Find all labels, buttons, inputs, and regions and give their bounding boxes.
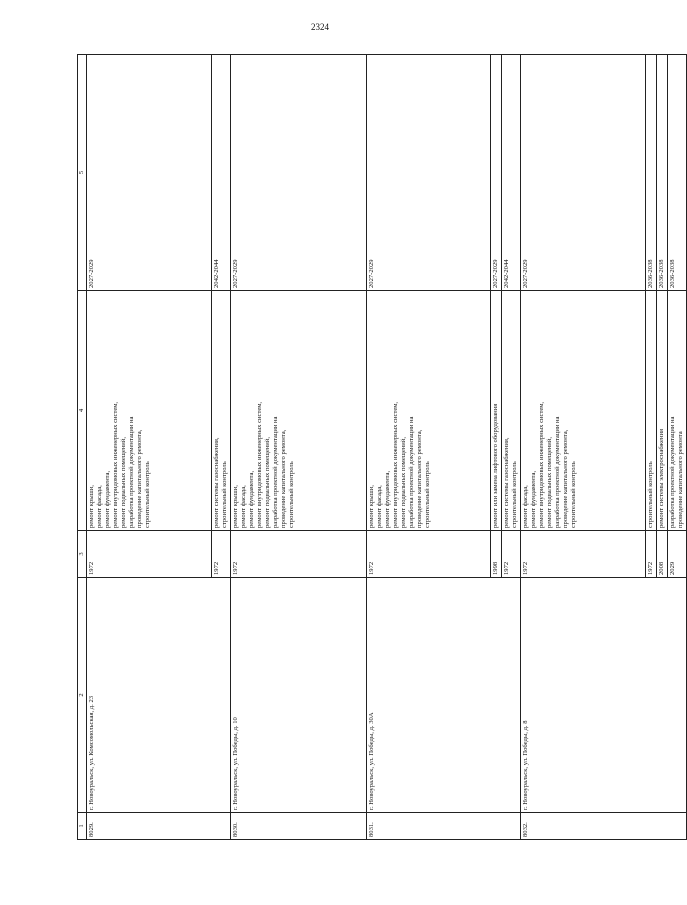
commissioning-year: 1972 <box>367 531 491 578</box>
work-item: строительный контроль <box>647 461 654 528</box>
page-number: 2324 <box>311 22 329 32</box>
header-col-3: 3 <box>78 531 87 578</box>
record-address: г. Новоуральск, ул. Победы, д. 8 <box>521 578 687 813</box>
work-item: ремонт подвальных помещений, <box>264 437 271 528</box>
work-item: ремонт системы газоснабжения, <box>503 437 510 528</box>
work-item: ремонт крыши, <box>88 485 95 528</box>
work-item: ремонт внутридомовых инженерных систем, <box>256 401 263 528</box>
work-item: проведение капитального ремонта, <box>416 429 423 528</box>
table-body <box>78 55 687 840</box>
commissioning-year: 1972 <box>87 531 212 578</box>
work-item: ремонт крыши, <box>368 485 375 528</box>
commissioning-year: 2029 <box>668 531 687 578</box>
work-item: ремонт или замена лифтового оборудования <box>492 403 499 528</box>
repair-period: 2027-2029 <box>521 55 646 291</box>
record-number: 8030. <box>231 813 367 840</box>
table-row <box>367 55 491 840</box>
capital-repair-table <box>77 54 687 840</box>
work-item: строительный контроль <box>511 461 518 528</box>
works-list <box>212 291 231 531</box>
work-item: ремонт системы электроснабжения <box>658 428 665 528</box>
work-item: ремонт внутридомовых инженерных систем, <box>538 401 545 528</box>
table-header-row <box>78 55 87 840</box>
repair-period: 2042-2044 <box>502 55 521 291</box>
record-number: 8031. <box>367 813 521 840</box>
works-list <box>668 291 687 531</box>
work-item: ремонт внутридомовых инженерных систем, <box>112 401 119 528</box>
work-item: разработка проектной документации на <box>272 416 279 528</box>
work-item: строительный контроль <box>424 461 431 528</box>
work-item: ремонт подвальных помещений, <box>546 437 553 528</box>
work-item: ремонт системы газоснабжения, <box>213 437 220 528</box>
commissioning-year: 2008 <box>657 531 668 578</box>
work-item: разработка проектной документации на <box>669 416 676 528</box>
table-row <box>231 55 367 840</box>
work-item: ремонт подвальных помещений, <box>400 437 407 528</box>
record-address: г. Новоуральск, ул. Победы, д. 30А <box>367 578 521 813</box>
repair-period: 2036-2038 <box>657 55 668 291</box>
record-number: 8032. <box>521 813 687 840</box>
commissioning-year: 1972 <box>231 531 367 578</box>
table-row <box>87 55 212 840</box>
commissioning-year: 1998 <box>491 531 502 578</box>
works-list <box>502 291 521 531</box>
record-address: г. Новоуральск, ул. Победы, д. 10 <box>231 578 367 813</box>
repair-period: 2036-2038 <box>646 55 657 291</box>
work-item: ремонт крыши, <box>232 485 239 528</box>
work-item: строительный контроль <box>570 461 577 528</box>
works-list <box>521 291 646 531</box>
table-wrapper <box>77 80 684 840</box>
work-item: ремонт фасада, <box>376 485 383 528</box>
header-col-2: 2 <box>78 578 87 813</box>
work-item: строительный контроль <box>288 461 295 528</box>
header-col-4: 4 <box>78 291 87 531</box>
work-item: проведение капитального ремонта <box>677 431 684 528</box>
commissioning-year: 1972 <box>212 531 231 578</box>
work-item: ремонт фундамента, <box>104 470 111 528</box>
repair-period: 2027-2029 <box>491 55 502 291</box>
commissioning-year: 1972 <box>521 531 646 578</box>
work-item: ремонт фасада, <box>240 485 247 528</box>
record-number: 8029. <box>87 813 231 840</box>
record-address: г. Новоуральск, ул. Комсомольская, д. 23 <box>87 578 231 813</box>
work-item: ремонт фасада, <box>522 485 529 528</box>
works-list <box>367 291 491 531</box>
rotated-sheet <box>77 80 684 837</box>
repair-period: 2042-2044 <box>212 55 231 291</box>
work-item: проведение капитального ремонта, <box>280 429 287 528</box>
work-item: разработка проектной документации на <box>128 416 135 528</box>
work-item: ремонт фундамента, <box>530 470 537 528</box>
header-col-5: 5 <box>78 55 87 291</box>
works-list <box>87 291 212 531</box>
work-item: разработка проектной документации на <box>554 416 561 528</box>
repair-period: 2027-2029 <box>87 55 212 291</box>
repair-period: 2027-2029 <box>367 55 491 291</box>
works-list <box>491 291 502 531</box>
work-item: проведение капитального ремонта, <box>562 429 569 528</box>
commissioning-year: 1972 <box>646 531 657 578</box>
works-list <box>646 291 657 531</box>
table-row <box>521 55 646 840</box>
work-item: ремонт фасада, <box>96 485 103 528</box>
repair-period: 2036-2038 <box>668 55 687 291</box>
header-col-1: 1 <box>78 813 87 840</box>
work-item: ремонт фундамента, <box>248 470 255 528</box>
work-item: ремонт фундамента, <box>384 470 391 528</box>
work-item: разработка проектной документации на <box>408 416 415 528</box>
work-item: строительный контроль <box>144 461 151 528</box>
works-list <box>231 291 367 531</box>
work-item: ремонт подвальных помещений, <box>120 437 127 528</box>
work-item: ремонт внутридомовых инженерных систем, <box>392 401 399 528</box>
work-item: проведение капитального ремонта, <box>136 429 143 528</box>
work-item: строительный контроль <box>221 461 228 528</box>
works-list <box>657 291 668 531</box>
repair-period: 2027-2029 <box>231 55 367 291</box>
commissioning-year: 1972 <box>502 531 521 578</box>
